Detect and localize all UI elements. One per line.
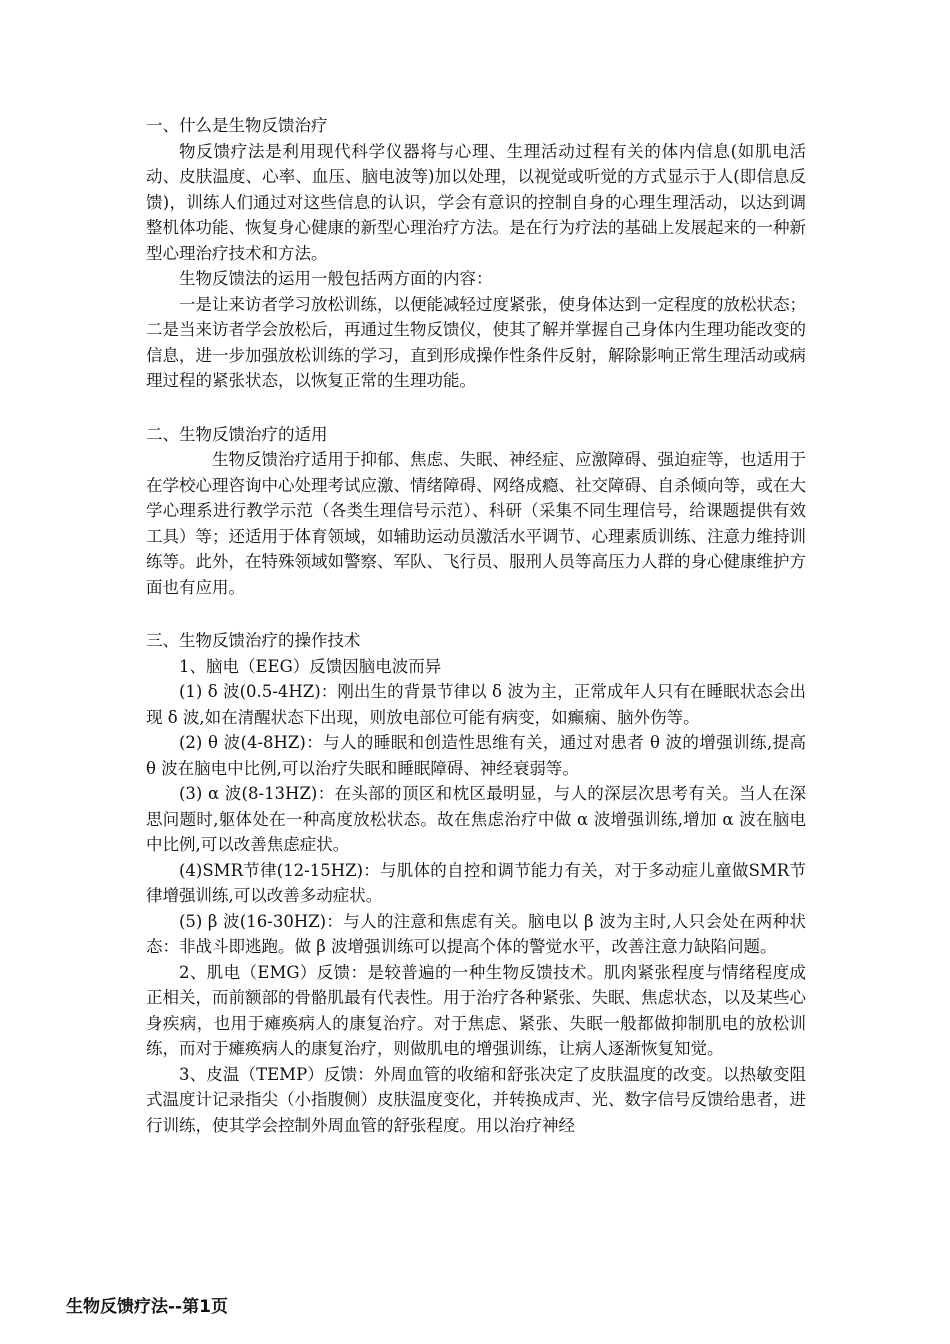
paragraph: 一是让来访者学习放松训练，以便能减轻过度紧张，使身体达到一定程度的放松状态；二是当来访者学会放松后，再通过生物反馈仪，使其了解并掌握自己身体内生理功能改变的信息，进一步加强放松训练的学习，直到形成操作性条件反射，解除影响正常生理活动或病理过程的紧张状态，以恢复正常的生理功能。 <box>146 294 806 390</box>
page-footer: 生物反馈疗法--第1页 <box>66 1297 228 1317</box>
paragraph: 生物反馈法的运用一般包括两方面的内容： <box>179 269 493 288</box>
section-what-is-biofeedback <box>146 113 806 394</box>
paragraph-beta-wave: (5) β 波(16-30HZ)：与人的注意和焦虑有关。脑电以 β 波为主时,人只会处在两种状态：非战斗即逃跑。做 β 波增强训练可以提高个体的警觉水平，改善注意力缺陷问题。 <box>146 911 806 956</box>
paragraph-emg: 2、肌电（EMG）反馈：是较普遍的一种生物反馈技术。肌肉紧张程度与情绪程度成正相关，而前额部的骨骼肌最有代表性。用于治疗各种紧张、失眠、焦虑状态，以及某些心身疾病，也用于瘫痪病人的康复治疗。对于焦虑、紧张、失眠一般都做抑制肌电的放松训练，而对于瘫痪病人的康复治疗，则做肌电的增强训练，让病人逐渐恢复知觉。 <box>146 962 806 1058</box>
paragraph-delta-wave: (1) δ 波(0.5-4HZ)：刚出生的背景节律以 δ 波为主，正常成年人只有在睡眠状态会出现 δ 波,如在清醒状态下出现，则放电部位可能有病变，如癫痫、脑外伤等。 <box>146 682 806 727</box>
section-heading: 一、什么是生物反馈治疗 <box>146 116 328 135</box>
section-heading: 三、生物反馈治疗的操作技术 <box>146 631 361 650</box>
paragraph-smr-rhythm: (4)SMR节律(12-15HZ)：与肌体的自控和调节能力有关，对于多动症儿童做SMR节律增强训练,可以改善多动症状。 <box>146 860 806 905</box>
subheading-eeg: 1、脑电（EEG）反馈因脑电波而异 <box>179 656 442 676</box>
paragraph: 物反馈疗法是利用现代科学仪器将与心理、生理活动过程有关的体内信息(如肌电活动、皮肤温度、心率、血压、脑电波等)加以处理，以视觉或听觉的方式显示于人(即信息反馈)，训练人们通过对这些信息的认识，学会有意识的控制自身的心理生理活动，以达到调整机体功能、恢复身心健康的新型心理治疗方法。是在行为疗法的基础上发展起来的一种新型心理治疗技术和方法。 <box>146 141 806 263</box>
section-heading: 二、生物反馈治疗的适用 <box>146 424 328 444</box>
paragraph-temp: 3、皮温（TEMP）反馈：外周血管的收缩和舒张决定了皮肤温度的改变。以热敏变阻式温度计记录指尖（小指腹侧）皮肤温度变化，并转换成声、光、数字信号反馈给患者，进行训练，使其学会控制外周血管的舒张程度。用以治疗神经 <box>146 1064 806 1135</box>
paragraph: 生物反馈治疗适用于抑郁、焦虑、失眠、神经症、应激障碍、强迫症等，也适用于在学校心理咨询中心处理考试应激、情绪障碍、网络成瘾、社交障碍、自杀倾向等，或在大学心理系进行教学示范（各类生理信号示范）、科研（采集不同生理信号，给课题提供有效工具）等；还适用于体育领域，如辅助运动员激活水平调节、心理素质训练、注意力维持训练等。此外，在特殊领域如警察、军队、飞行员、服刑人员等高压力人群的身心健康维护方面也有应用。 <box>146 450 806 597</box>
document-body <box>146 113 806 1138</box>
section-applicability <box>146 422 806 601</box>
section-techniques <box>146 628 806 1138</box>
paragraph-theta-wave: (2) θ 波(4-8HZ)：与人的睡眠和创造性思维有关，通过对患者 θ 波的增强训练,提高 θ 波在脑电中比例,可以治疗失眠和睡眠障碍、神经衰弱等。 <box>146 733 806 778</box>
paragraph-alpha-wave: (3) α 波(8-13HZ)：在头部的顶区和枕区最明显，与人的深层次思考有关。当人在深思问题时,躯体处在一种高度放松状态。故在焦虑治疗中做 α 波增强训练,增加 α 波在脑电中比例,可以改善焦虑症状。 <box>146 784 806 854</box>
